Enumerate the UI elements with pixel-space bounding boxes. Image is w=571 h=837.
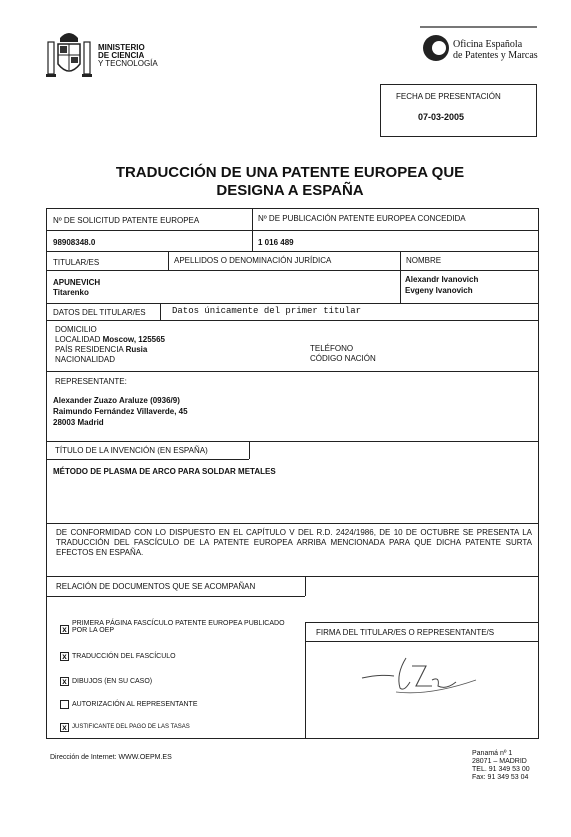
office-name: Oficina Española de Patentes y Marcas — [453, 39, 538, 61]
holder-data-note: Datos únicamente del primer titular — [172, 306, 362, 316]
country-label: PAÍS RESIDENCIA — [55, 345, 124, 354]
nationality-label: NACIONALIDAD — [55, 355, 116, 364]
contact-block — [310, 344, 376, 364]
document-item-payment: JUSTIFICANTE DEL PAGO DE LAS TASAS — [72, 724, 190, 730]
holders-label: TITULAR/ES — [53, 258, 100, 267]
locality-value: Moscow, 125565 — [102, 335, 165, 344]
conformity-statement: DE CONFORMIDAD CON LO DISPUESTO EN EL CAPÍTULO V DEL R.D. 2424/1986, DE 10 DE OCTUBRE SE PRESENTA LA TRADUCCIÓN DEL FASCÍCULO DE LA PATENTE EUROPEA ARRIBA MENCIONADA PARA QUE DICHA PATENTE SURTA EFECTOS EN ESPAÑA. — [56, 528, 532, 557]
logo-rule — [420, 26, 537, 28]
website-text: Dirección de Internet: WWW.OEPM.ES — [50, 754, 172, 761]
filing-date-label: FECHA DE PRESENTACIÓN — [396, 92, 501, 101]
oepm-logo-icon — [422, 34, 450, 62]
country-code-label: CÓDIGO NACIÓN — [310, 354, 376, 363]
address-label: DOMICILIO — [55, 325, 97, 334]
holder-names: Alexandr Ivanovich Evgeny Ivanovich — [405, 275, 479, 295]
locality-label: LOCALIDAD — [55, 335, 101, 344]
office-address: Panamá nº 1 28071 – MADRID TEL. 91 349 53 00 Fax: 91 349 53 04 — [472, 750, 530, 781]
address-block — [55, 325, 165, 365]
filing-date-value: 07-03-2005 — [418, 112, 465, 122]
holder-surnames: APUNEVICH Titarenko — [53, 278, 101, 297]
invention-title-label: TÍTULO DE LA INVENCIÓN (EN ESPAÑA) — [55, 446, 208, 455]
ministry-name: MINISTERIO DE CIENCIA Y TECNOLOGÍA — [98, 43, 158, 68]
name-label: NOMBRE — [406, 256, 442, 265]
coat-of-arms-icon — [46, 28, 92, 80]
application-number-label: Nº DE SOLICITUD PATENTE EUROPEA — [53, 216, 200, 225]
document-item-authorization: AUTORIZACIÓN AL REPRESENTANTE — [72, 701, 198, 708]
page-title: TRADUCCIÓN DE UNA PATENTE EUROPEA QUE DESIGNA A ESPAÑA — [115, 164, 465, 199]
checkbox-first-page[interactable]: x — [60, 625, 69, 634]
publication-number-value: 1 016 489 — [258, 238, 294, 247]
phone-label: TELÉFONO — [310, 344, 354, 353]
publication-number-label: Nº DE PUBLICACIÓN PATENTE EUROPEA CONCEDIDA — [258, 214, 466, 223]
checkbox-drawings[interactable]: x — [60, 677, 69, 686]
document-item-translation: TRADUCCIÓN DEL FASCÍCULO — [72, 653, 176, 660]
invention-title-value: MÉTODO DE PLASMA DE ARCO PARA SOLDAR METALES — [53, 467, 276, 476]
handwritten-signature-icon — [360, 652, 480, 698]
holder-data-label: DATOS DEL TITULAR/ES — [53, 308, 146, 317]
application-number-value: 98908348.0 — [53, 238, 96, 247]
country-value: Rusia — [125, 345, 148, 354]
representative-label: REPRESENTANTE: — [55, 377, 127, 386]
representative-details: Alexander Zuazo Araluze (0936/9) Raimundo Fernández Villaverde, 45 28003 Madrid — [53, 396, 188, 427]
checkbox-payment[interactable]: x — [60, 723, 69, 732]
document-item-drawings: DIBUJOS (EN SU CASO) — [72, 678, 153, 685]
checkbox-translation[interactable]: x — [60, 652, 69, 661]
checkbox-authorization[interactable] — [60, 700, 69, 709]
surname-label: APELLIDOS O DENOMINACIÓN JURÍDICA — [174, 256, 332, 265]
document-item-first-page: PRIMERA PÁGINA FASCÍCULO PATENTE EUROPEA PUBLICADO POR LA OEP — [72, 620, 285, 634]
documents-label: RELACIÓN DE DOCUMENTOS QUE SE ACOMPAÑAN — [56, 582, 256, 591]
signature-label: FIRMA DEL TITULAR/ES O REPRESENTANTE/S — [316, 628, 495, 637]
